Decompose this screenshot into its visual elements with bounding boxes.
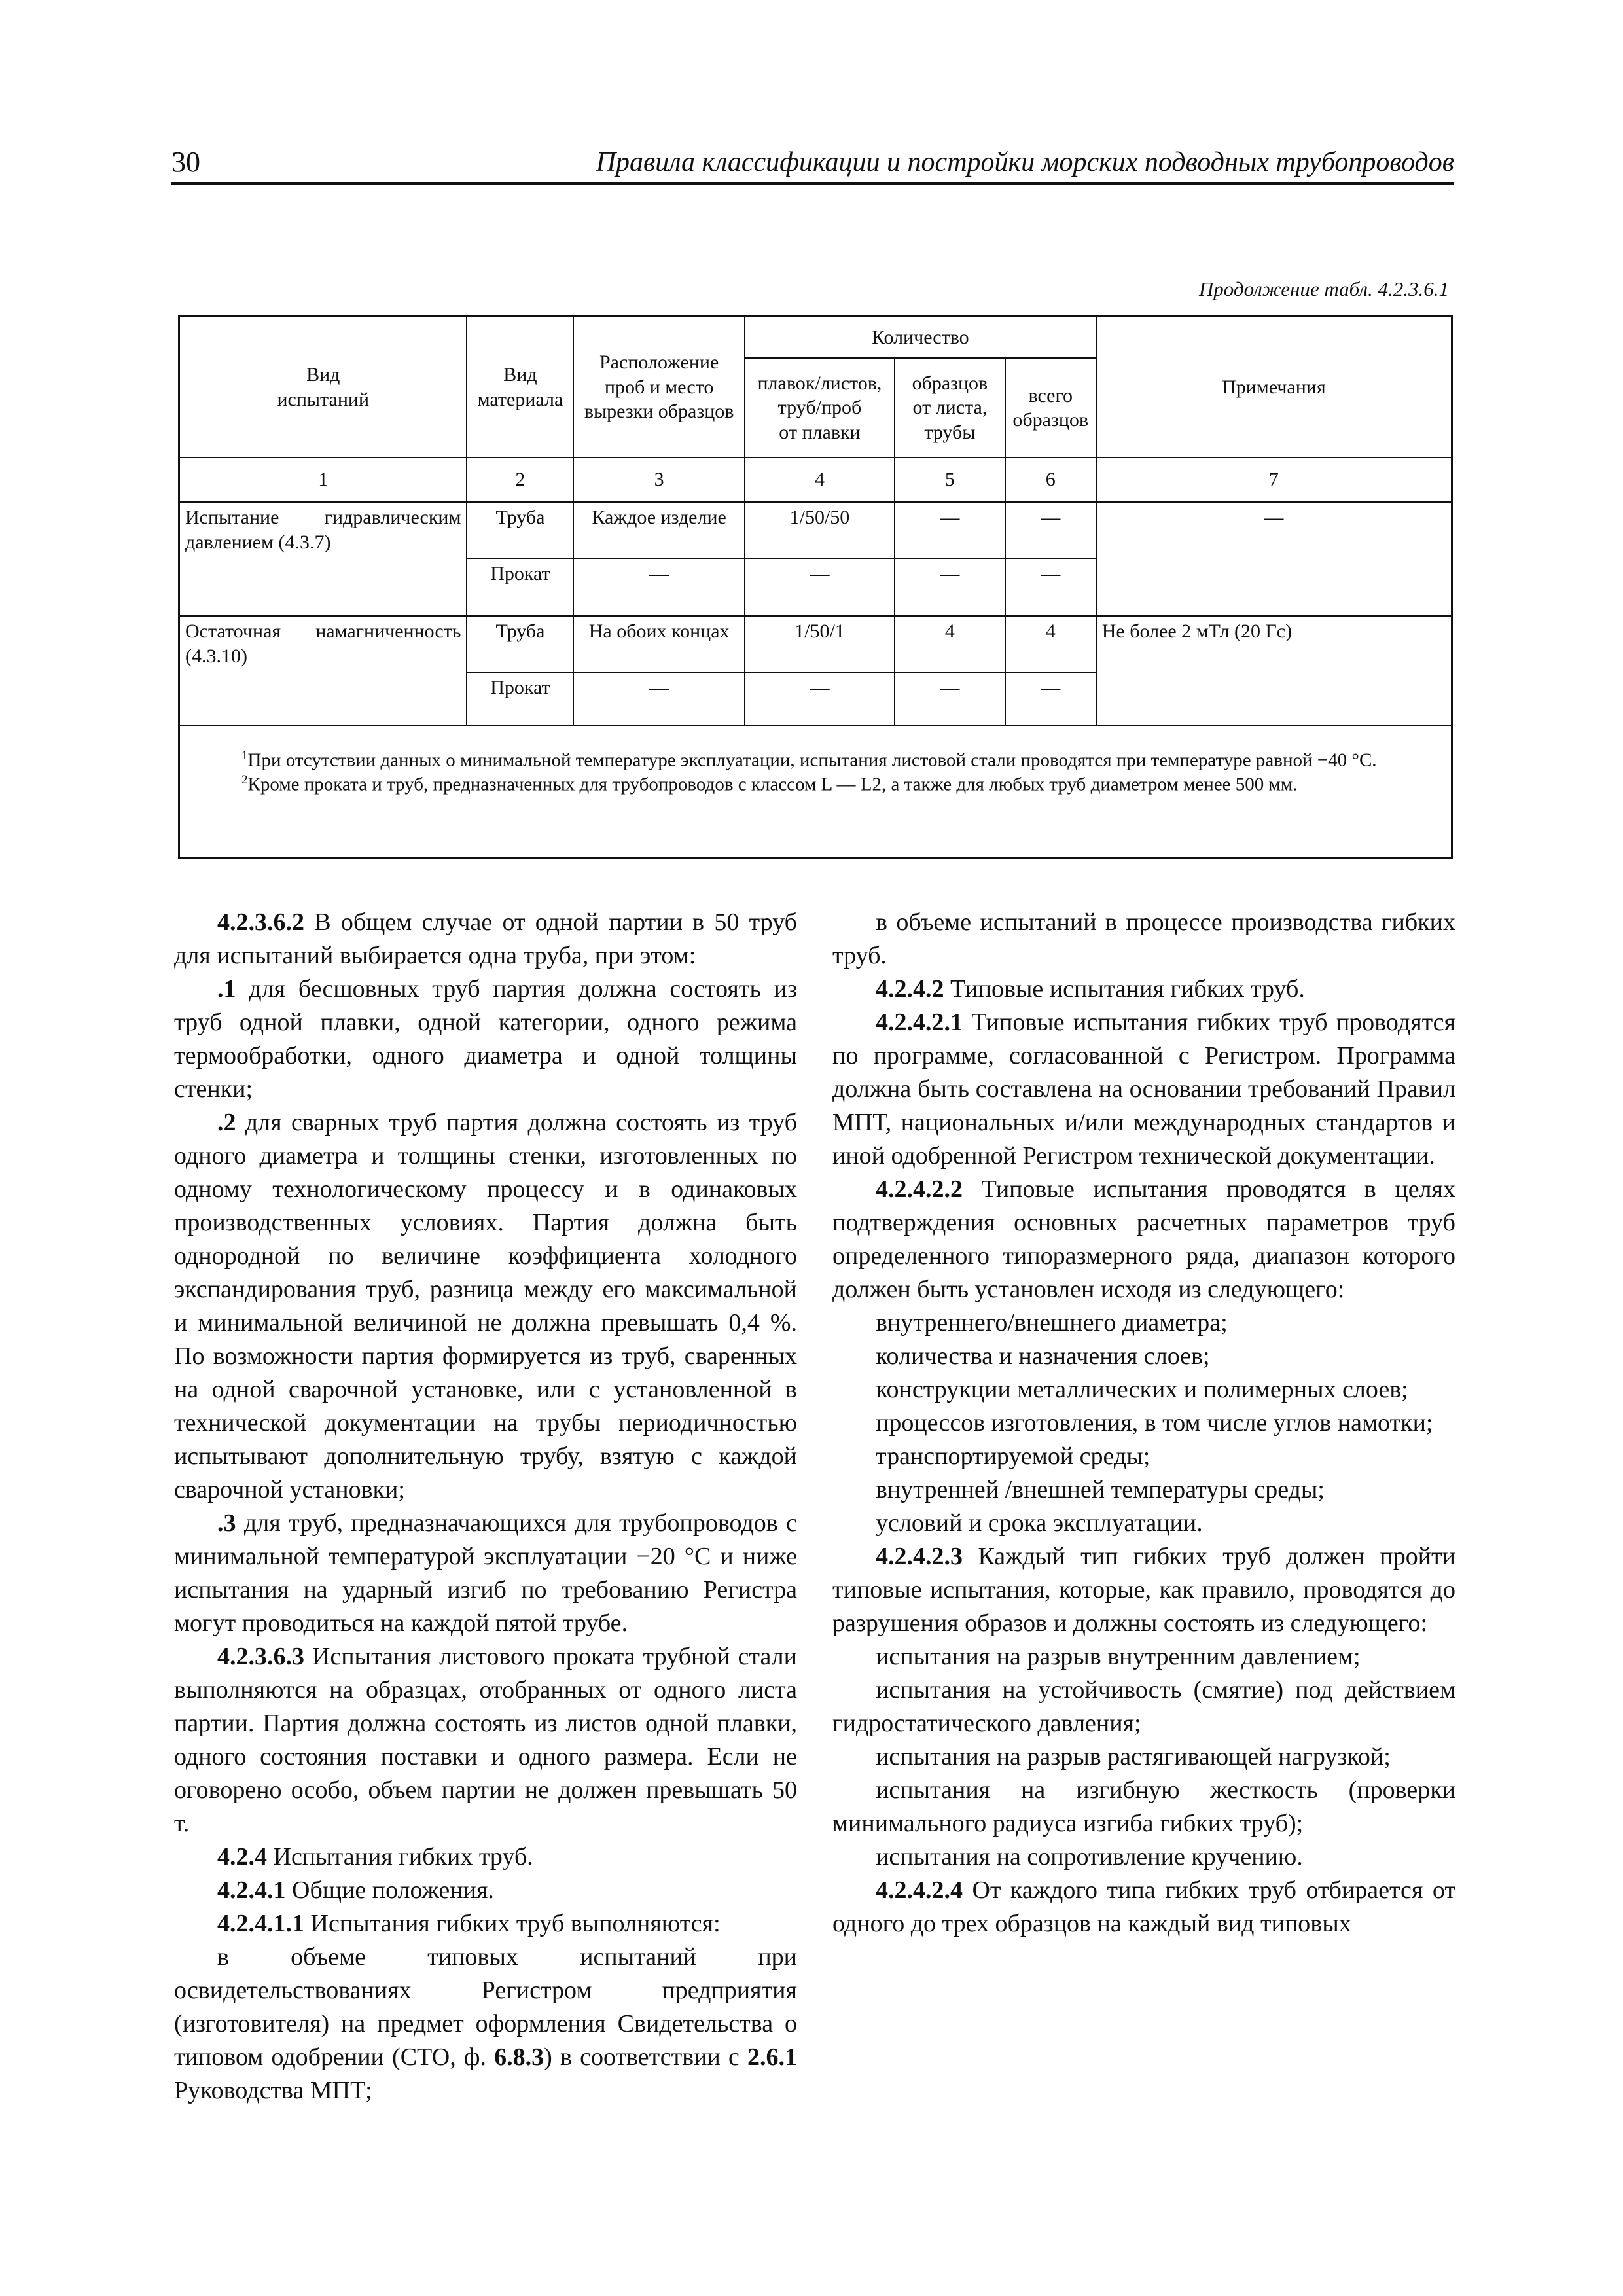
header-test-type: Вид испытаний	[180, 317, 467, 457]
paragraph: 4.2.4.2.4 От каждого типа гибких труб отбирается от одного до трех образцов на каждый вид типовых	[832, 1876, 1455, 1937]
section-heading: 4.2.4.2 Типовые испытания гибких труб.	[876, 975, 1305, 1003]
paragraph: 4.2.3.6.3 Испытания листового проката трубной стали выполняются на образцах, отобранных от одного листа партии. Партия должна состоять из листов одной плавки, одного состояния поставки и одного размера. Если не оговорено особо, объем партии не должен превышать 50 т.	[174, 1643, 797, 1837]
paragraph: 4.2.4.2.3 Каждый тип гибких труб должен пройти типовые испытания, которые, как правило, проводятся до разрушения образов и должны состоять из следующего:	[832, 1543, 1455, 1637]
material-cell: Труба	[467, 616, 573, 672]
section-heading: 4.2.4.1 Общие положения.	[217, 1876, 494, 1904]
col-number: 3	[573, 457, 745, 502]
heats-cell: 1/50/1	[745, 616, 895, 672]
paragraph: в объеме испытаний в процессе производства гибких труб.	[832, 908, 1455, 969]
list-item: процессов изготовления, в том числе углов намотки;	[876, 1409, 1433, 1437]
list-item: испытания на разрыв растягивающей нагрузкой;	[876, 1743, 1391, 1770]
header-samples: образцов от листа, трубы	[895, 358, 1005, 457]
list-item: транспортируемой среды;	[876, 1443, 1150, 1470]
list-item: испытания на изгибную жесткость (проверки минимального радиуса изгиба гибких труб);	[832, 1776, 1455, 1837]
col-number: 4	[745, 457, 895, 502]
page-number: 30	[171, 146, 200, 178]
list-item: внутренней /внешней температуры среды;	[876, 1476, 1325, 1503]
samples-cell: —	[895, 672, 1005, 726]
heats-cell: —	[745, 672, 895, 726]
material-cell: Труба	[467, 502, 573, 558]
specification-table	[178, 315, 1453, 859]
material-cell: Прокат	[467, 558, 573, 616]
heats-cell: —	[745, 558, 895, 616]
paragraph: в объеме типовых испытаний при освидетельствованиях Регистром предприятия (изготовителя) на предмет оформления Свидетельства о типовом одобрении (СТО, ф. 6.8.3) в соответствии с 2.6.1 Руководства МПТ;	[174, 1943, 797, 2104]
col-number: 5	[895, 457, 1005, 502]
column-number-row	[180, 457, 1451, 502]
list-item: испытания на сопротивление кручению.	[876, 1843, 1303, 1871]
col-number: 7	[1096, 457, 1451, 502]
header-notes: Примечания	[1096, 317, 1451, 457]
left-column	[174, 906, 797, 2108]
total-cell: —	[1005, 672, 1096, 726]
heats-cell: 1/50/50	[745, 502, 895, 558]
list-item: внутреннего/внешнего диаметра;	[876, 1309, 1228, 1336]
section-heading: 4.2.4 Испытания гибких труб.	[217, 1843, 533, 1871]
table-caption: Продолжение табл. 4.2.3.6.1	[1198, 278, 1449, 300]
footnote: $^2$Кроме проката и труб, предназначенных для трубопроводов с классом L — L2, а также для любых труб диаметром менее 500 мм.	[241, 773, 1298, 795]
list-item: испытания на разрыв внутренним давлением;	[876, 1643, 1361, 1670]
header-material: Вид материала	[467, 317, 573, 457]
list-item: .3 для труб, предназначающихся для трубопроводов с минимальной температурой эксплуатации −20 °С и ниже испытания на ударный изгиб по требованию Регистра могут проводиться на каждой пятой трубе.	[174, 1509, 797, 1637]
table-row	[180, 616, 1451, 672]
samples-cell: —	[895, 558, 1005, 616]
list-item: испытания на устойчивость (смятие) под действием гидростатического давления;	[832, 1676, 1455, 1737]
list-item: количества и назначения слоев;	[876, 1342, 1210, 1370]
header-quantity: Количество	[745, 317, 1096, 358]
table-footnotes	[184, 748, 1444, 797]
samples-cell: 4	[895, 616, 1005, 672]
table-row	[180, 502, 1451, 558]
paragraph: 4.2.3.6.2 В общем случае от одной партии в 50 труб для испытаний выбирается одна труба, при этом:	[174, 908, 797, 969]
location-cell: —	[573, 558, 745, 616]
right-column	[832, 906, 1455, 1941]
page-header	[171, 143, 1454, 185]
col-number: 6	[1005, 457, 1096, 502]
col-number: 2	[467, 457, 573, 502]
total-cell: —	[1005, 558, 1096, 616]
total-cell: 4	[1005, 616, 1096, 672]
running-title: Правила классификации и постройки морских подводных трубопроводов	[596, 147, 1454, 177]
paragraph: 4.2.4.1.1 Испытания гибких труб выполняются:	[217, 1910, 721, 1937]
list-item: конструкции металлических и полимерных слоев;	[876, 1376, 1408, 1403]
list-item: .2 для сварных труб партия должна состоять из труб одного диаметра и толщины стенки, изготовленных по одному технологическому процессу и в одинаковых производственных условиях. Партия должна быть однородной по величине коэффициента холодного экспандирования труб, разница между его максимальной и минимальной величиной не должна превышать 0,4 %. По возможности партия формируется из труб, сваренных на одной сварочной установке, или с установленной в технической документации на трубы периодичностью испытывают дополнительную трубу, взятую с каждой сварочной установки;	[174, 1109, 797, 1503]
location-cell: —	[573, 672, 745, 726]
location-cell: Каждое изделие	[573, 502, 745, 558]
col-number: 1	[180, 457, 467, 502]
list-item: условий и срока эксплуатации.	[876, 1509, 1203, 1537]
note-cell: —	[1096, 502, 1451, 616]
material-cell: Прокат	[467, 672, 573, 726]
total-cell: —	[1005, 502, 1096, 558]
samples-cell: —	[895, 502, 1005, 558]
paragraph: 4.2.4.2.1 Типовые испытания гибких труб проводятся по программе, согласованной с Регистром. Программа должна быть составлена на основании требований Правил МПТ, национальных и/или международных стандартов и иной одобренной Регистром технической документации.	[832, 1009, 1455, 1170]
test-table	[180, 317, 1451, 726]
location-cell: На обоих концах	[573, 616, 745, 672]
header-heats: плавок/листов, труб/проб от плавки	[745, 358, 895, 457]
header-location: Расположение проб и место вырезки образцов	[573, 317, 745, 457]
footnote: $^1$При отсутствии данных о минимальной температуре эксплуатации, испытания листовой стали проводятся при температуре равной −40 °С.	[241, 749, 1377, 771]
test-name: Испытание гидравлическим давлением (4.3.7)	[180, 502, 467, 616]
test-name: Остаточная намагниченность (4.3.10)	[180, 616, 467, 726]
header-total: всего образцов	[1005, 358, 1096, 457]
paragraph: 4.2.4.2.2 Типовые испытания проводятся в целях подтверждения основных расчетных параметров труб определенного типоразмерного ряда, диапазон которого должен быть установлен исходя из следующего:	[832, 1175, 1455, 1303]
note-cell: Не более 2 мТл (20 Гс)	[1096, 616, 1451, 726]
list-item: .1 для бесшовных труб партия должна состоять из труб одной плавки, одной категории, одного режима термообработки, одного диаметра и одной толщины стенки;	[174, 975, 797, 1103]
